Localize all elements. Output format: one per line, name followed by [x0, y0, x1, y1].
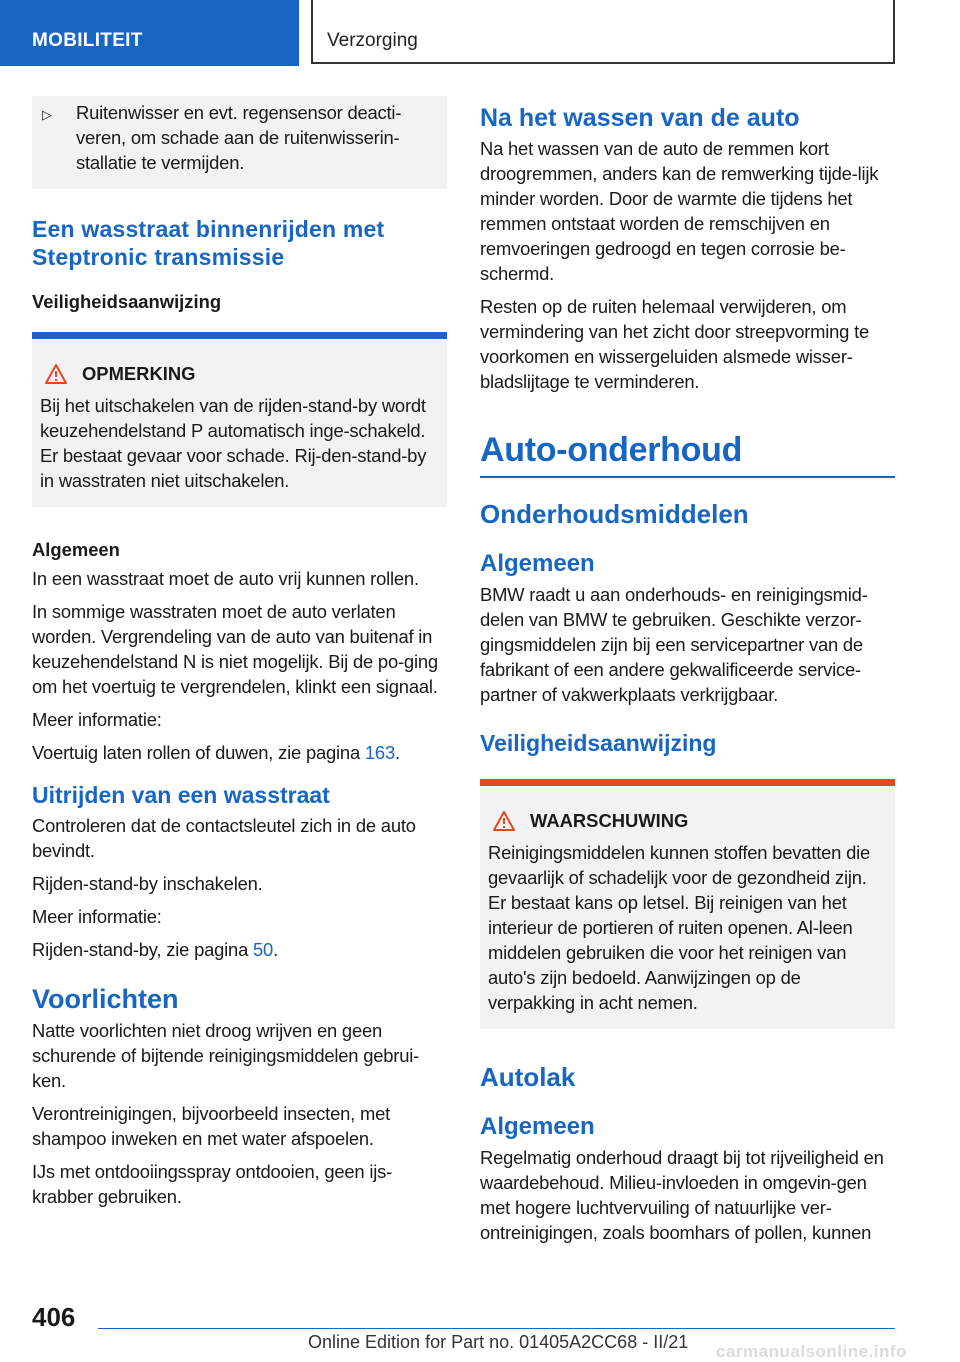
after-wash-title: Na het wassen van de auto — [480, 104, 800, 132]
bullet-text: Ruitenwisser en evt. regensensor deacti‐veren, om schade aan de ruitenwisserin‐stallatie te vermijden. — [76, 102, 402, 173]
page-footer — [0, 1290, 960, 1362]
warning-triangle-icon — [492, 810, 516, 832]
page-number: 406 — [32, 1302, 76, 1332]
chapter-label: Verzorging — [311, 0, 895, 64]
reference-2: Rijden-stand-by, zie pagina 50. — [32, 939, 278, 960]
note-box — [32, 332, 447, 507]
right-column — [480, 98, 895, 1253]
general-paragraph: BMW raadt u aan onderhouds- en reinigingsmid‐delen van BMW te gebruiken. Geschikte verzor‐gingsmiddelen zijn bij een servicepartner van de fabrikant of een andere gekwalificeerde service‐partner of vakwerkplaats verkrijgbaar. — [480, 584, 868, 705]
warning-box — [480, 779, 895, 1029]
after-wash-paragraph-1: Na het wassen van de auto de remmen kort droogremmen, anders kan de remwerking tijde‐lijk minder worden. Door de warmte die tijdens het remmen ontstaat worden de remschijven en remvoeringen gedroogd en tegen corrosie be‐schermd. — [480, 138, 879, 284]
section-tab: MOBILITEIT — [0, 0, 299, 66]
warning-title: WAARSCHUWING — [488, 810, 887, 832]
warning-triangle-icon — [44, 363, 68, 385]
safety-title: Veiligheidsaanwijzing — [480, 730, 717, 756]
paint-title: Autolak — [480, 1062, 576, 1092]
maintenance-title: Auto-onderhoud — [480, 431, 743, 469]
paint-general-title: Algemeen — [480, 1113, 595, 1140]
headlights-paragraph-3: IJs met ontdooiingsspray ontdooien, geen ijs‐krabber gebruiken. — [32, 1161, 393, 1207]
watermark: carmanualsonline.info — [716, 1342, 907, 1361]
bullet-box — [32, 96, 447, 189]
after-wash-paragraph-2: Resten op de ruiten helemaal verwijderen, om vermindering van het zicht door streepvorming te voorkomen en wissergeluiden alsmede wisser‐bladslijtage te verminderen. — [480, 296, 870, 392]
exit-paragraph-1: Controleren dat de contactsleutel zich in de auto bevindt. — [32, 815, 416, 861]
note-title: OPMERKING — [40, 363, 439, 385]
exit-carwash-title: Uitrijden van een wasstraat — [32, 782, 330, 808]
more-info-1: Meer informatie: — [32, 709, 162, 730]
general-heading: Algemeen — [32, 539, 120, 560]
general-paragraph-2: In sommige wasstraten moet de auto verlaten worden. Vergrendeling van de auto van buitenaf in keuzehendelstand N is niet mogelijk. Bij de po‐ging om het voertuig te vergrendelen, klinkt een signaal. — [32, 601, 438, 697]
maintenance-heading-block — [480, 430, 895, 478]
section-title-carwash: Een wasstraat binnenrijden met Steptronic transmissie — [32, 216, 385, 270]
page-header — [0, 0, 960, 66]
page-link-163[interactable]: 163 — [364, 742, 395, 763]
left-column — [32, 98, 447, 1217]
general-paragraph-1: In een wasstraat moet de auto vrij kunnen rollen. — [32, 568, 419, 589]
headlights-paragraph-2: Verontreinigingen, bijvoorbeeld insecten, met shampoo inweken en met water afspoelen. — [32, 1103, 391, 1149]
triangle-bullet-icon: ▷ — [42, 107, 52, 122]
exit-paragraph-2: Rijden-stand-by inschakelen. — [32, 873, 263, 894]
bullet-item — [40, 100, 439, 175]
headlights-paragraph-1: Natte voorlichten niet droog wrijven en geen schurende of bijtende reinigingsmiddelen gebrui‐ken. — [32, 1020, 420, 1091]
products-title: Onderhoudsmiddelen — [480, 499, 749, 529]
headlights-title: Voorlichten — [32, 984, 179, 1014]
paint-paragraph: Regelmatig onderhoud draagt bij tot rijveiligheid en waardebehoud. Milieu-invloeden in omgevin‐gen met hogere luchtvervuiling of natuurlijke ver‐ontreinigingen, zoals boomhars of pollen, kunnen — [480, 1147, 884, 1243]
note-text: Bij het uitschakelen van de rijden-stand-by wordt keuzehendelstand P automatisch inge‐schakeld. Er bestaat gevaar voor schade. Rij‐den-stand-by in wasstraten niet uitschakelen. — [40, 395, 427, 491]
page-link-50[interactable]: 50 — [253, 939, 274, 960]
warning-text: Reinigingsmiddelen kunnen stoffen bevatten die gevaarlijk of schadelijk voor de gezondheid zijn. Er bestaat kans op letsel. Bij reinigen van het interieur de portieren of ruiten openen. Al‐leen middelen gebruiken die voor het reinigen van auto's zijn bedoeld. Aanwijzingen op de verpakking in acht nemen. — [488, 842, 871, 1013]
reference-1: Voertuig laten rollen of duwen, zie pagina 163. — [32, 742, 400, 763]
footer-divider — [98, 1328, 895, 1329]
more-info-2: Meer informatie: — [32, 906, 162, 927]
general-title: Algemeen — [480, 550, 595, 577]
edition-text: Online Edition for Part no. 01405A2CC68 - II/21 — [308, 1332, 689, 1352]
safety-heading: Veiligheidsaanwijzing — [32, 291, 222, 312]
